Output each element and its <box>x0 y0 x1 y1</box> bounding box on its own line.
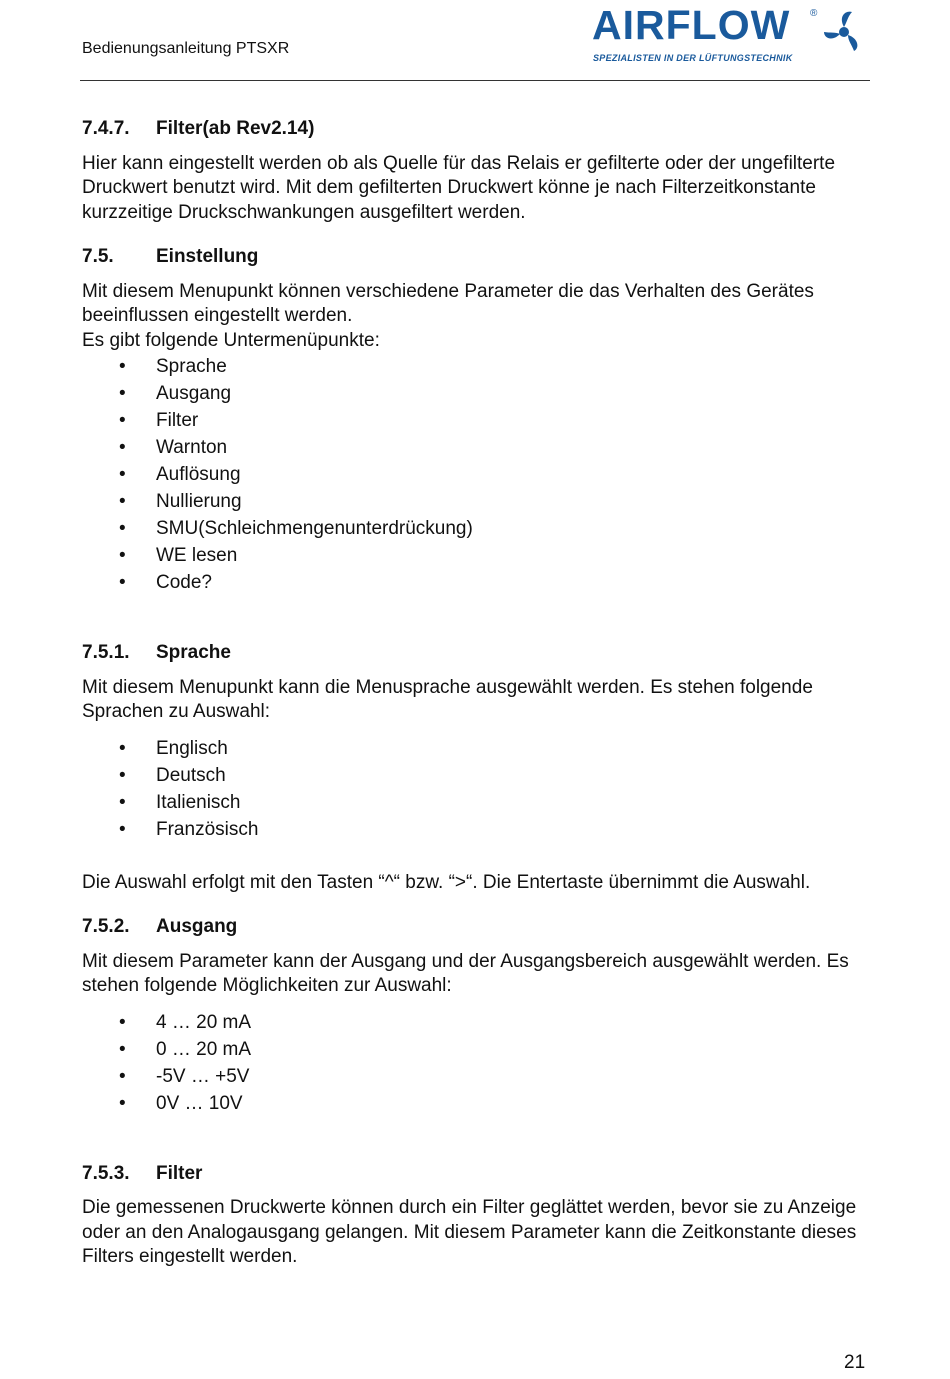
bullet: • <box>119 1038 126 1060</box>
section-title: Filter <box>156 1162 203 1184</box>
output-range-list <box>82 1009 872 1117</box>
page-number: 21 <box>844 1352 866 1373</box>
bullet: • <box>119 818 126 840</box>
section-title: Einstellung <box>156 246 259 267</box>
list-item: • 0 … 20 mA <box>82 1036 872 1063</box>
bullet: • <box>119 356 126 377</box>
bullet: • <box>119 464 126 485</box>
bullet: • <box>119 545 126 566</box>
list-item: • Code? <box>82 569 872 596</box>
logo-wordmark: AIRFLOW <box>592 2 791 48</box>
bullet: • <box>119 737 126 759</box>
section-number: 7.5. <box>82 246 114 267</box>
bullet: • <box>119 572 126 593</box>
language-list <box>82 735 872 843</box>
list-item: • Sprache <box>82 353 872 380</box>
section-heading-7-5-2 <box>82 915 872 940</box>
bullet: • <box>119 1092 126 1114</box>
section-body: Die gemessenen Druckwerte können durch ein Filter geglättet werden, bevor sie zu Anzeige oder an den Analogausgang gelangen. Mit diesem Parameter kann die Zeitkonstante dieses Filters eingestellt werden. <box>82 1197 857 1267</box>
selection-note: Die Auswahl erfolgt mit den Tasten “^“ bzw. “>“. Die Entertaste übernimmt die Auswahl. <box>82 871 811 893</box>
section-heading-7-5-3 <box>82 1162 872 1187</box>
bullet: • <box>119 410 126 431</box>
section-title: Ausgang <box>156 916 238 937</box>
list-item: • Englisch <box>82 735 872 762</box>
list-item: • SMU(Schleichmengenunterdrückung) <box>82 515 872 542</box>
bullet: • <box>119 383 126 404</box>
bullet: • <box>119 1011 126 1033</box>
bullet: • <box>119 791 126 813</box>
bullet: • <box>119 1065 126 1087</box>
list-item: • -5V … +5V <box>82 1063 872 1090</box>
list-item: • 4 … 20 mA <box>82 1009 872 1036</box>
section-title: Filter(ab Rev2.14) <box>156 118 315 139</box>
section-heading-7-4-7 <box>82 117 872 142</box>
header-doc-title: Bedienungsanleitung PTSXR <box>82 40 290 57</box>
section-body: Mit diesem Menupunkt können verschiedene Parameter die das Verhalten des Gerätes beeinflussen eingestellt werden. <box>82 280 814 326</box>
list-item: • Italienisch <box>82 789 872 816</box>
section-body: Hier kann eingestellt werden ob als Quelle für das Relais er gefilterte oder der ungefilterte Druckwert benutzt wird. Mit dem gefilterten Druckwert könne je nach Filterzeitkonstante kurzzeitige Druckschwankungen ausgefiltert werden. <box>82 152 836 223</box>
page-content <box>82 112 872 1270</box>
bullet: • <box>119 764 126 786</box>
logo-tagline: SPEZIALISTEN IN DER LÜFTUNGSTECHNIK <box>593 53 793 63</box>
logo-registered-mark: ® <box>810 8 818 19</box>
section-number: 7.4.7. <box>82 118 130 139</box>
list-item: • 0V … 10V <box>82 1090 872 1117</box>
list-item: • Filter <box>82 407 872 434</box>
section-title: Sprache <box>156 642 231 663</box>
list-item: • Ausgang <box>82 380 872 407</box>
list-item: • WE lesen <box>82 542 872 569</box>
section-heading-7-5 <box>82 245 872 270</box>
section-body: Mit diesem Parameter kann der Ausgang und der Ausgangsbereich ausgewählt werden. Es stehen folgende Möglichkeiten zur Auswahl: <box>82 950 849 996</box>
section-number: 7.5.2. <box>82 916 130 937</box>
list-item: • Deutsch <box>82 762 872 789</box>
list-item: • Warnton <box>82 434 872 461</box>
airflow-logo <box>592 2 872 68</box>
list-item: • Nullierung <box>82 488 872 515</box>
submenu-list <box>82 353 872 596</box>
header-divider <box>80 80 870 81</box>
bullet: • <box>119 437 126 458</box>
bullet: • <box>119 518 126 539</box>
list-item: • Französisch <box>82 816 872 843</box>
submenu-intro: Es gibt folgende Untermenüpunkte: <box>82 329 380 351</box>
section-body: Mit diesem Menupunkt kann die Menusprache ausgewählt werden. Es stehen folgende Sprachen zu Auswahl: <box>82 676 813 722</box>
section-number: 7.5.3. <box>82 1162 130 1184</box>
fan-icon <box>822 8 866 52</box>
bullet: • <box>119 491 126 512</box>
section-heading-7-5-1 <box>82 641 872 666</box>
list-item: • Auflösung <box>82 461 872 488</box>
section-number: 7.5.1. <box>82 642 130 663</box>
